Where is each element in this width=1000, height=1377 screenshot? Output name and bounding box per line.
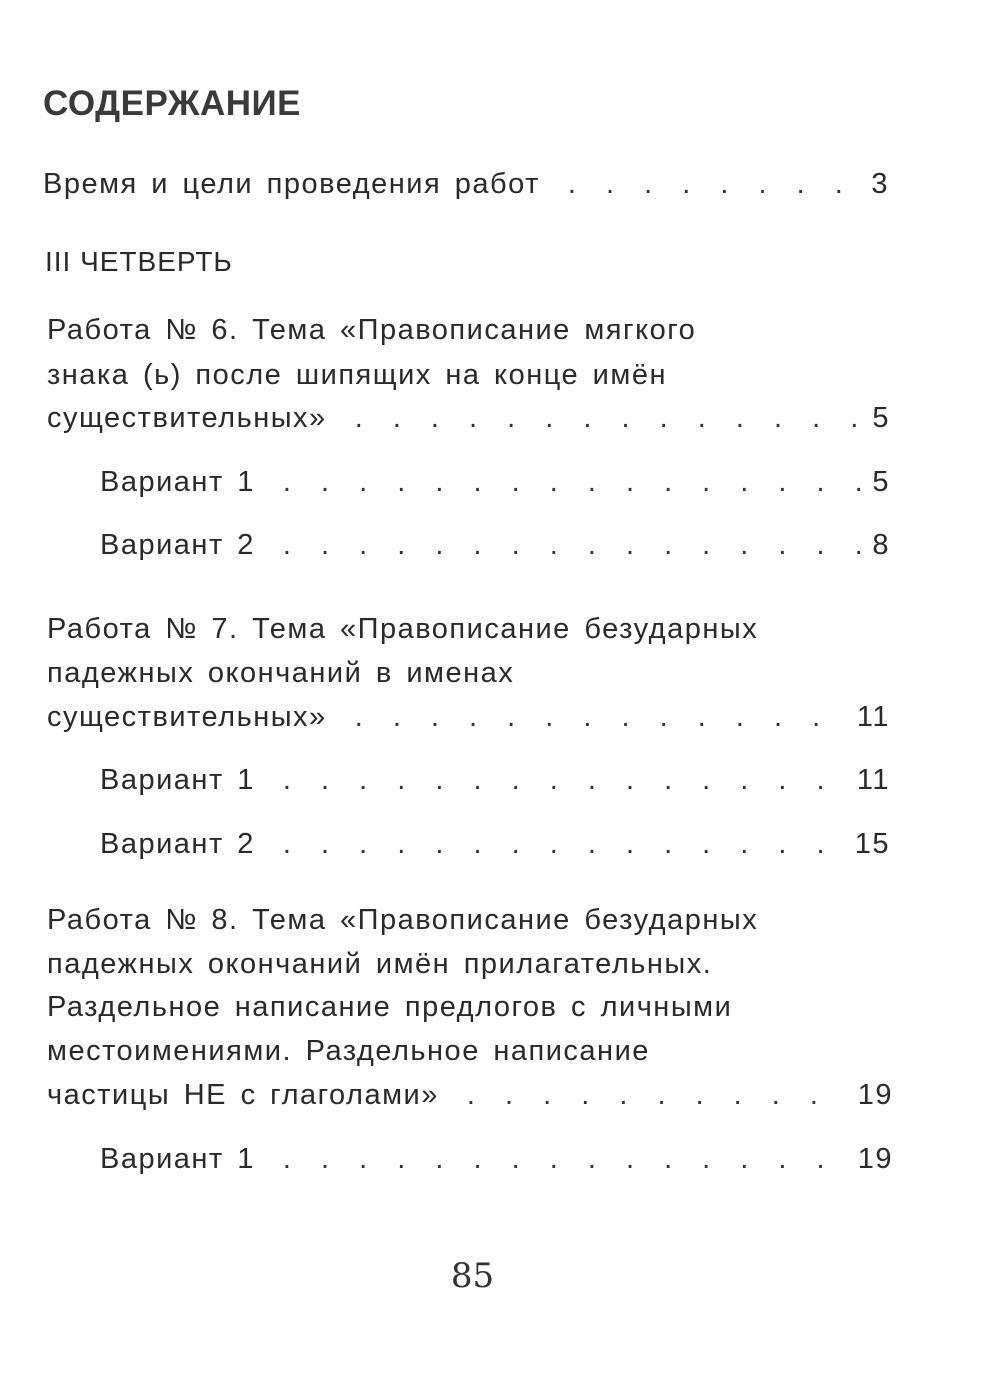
leader-dots <box>355 701 847 734</box>
toc-page-number: 11 <box>856 701 890 733</box>
work-6-title-line-2: знака (ь) после шипящих на конце имён <box>47 359 667 391</box>
leader-dots <box>467 1079 848 1112</box>
toc-entry-label: Вариант 1 <box>100 1143 255 1175</box>
work-6-title-line-1: Работа № 6. Тема «Правописание мягкого <box>47 314 697 346</box>
work-8-title-line-1: Работа № 8. Тема «Правописание безударных <box>47 904 759 936</box>
toc-page-number: 3 <box>871 168 889 200</box>
leader-dots <box>355 402 863 435</box>
toc-entry-label: Вариант 2 <box>100 828 255 860</box>
toc-entry-work-8 <box>47 1079 893 1112</box>
section-heading: III ЧЕТВЕРТЬ <box>45 246 233 277</box>
toc-entry-label: Вариант 1 <box>100 764 255 796</box>
work-7-title-line-1: Работа № 7. Тема «Правописание безударных <box>47 613 759 645</box>
work-7-title-line-2: падежных окончаний в именах <box>47 657 515 689</box>
toc-entry-label: Вариант 1 <box>100 466 255 498</box>
toc-entry-intro <box>43 168 889 201</box>
toc-page-number: 15 <box>854 828 890 860</box>
leader-dots <box>283 529 862 562</box>
toc-entry-label: Вариант 2 <box>100 529 255 561</box>
toc-entry-label: существительных» <box>47 701 327 733</box>
leader-dots <box>283 1143 848 1176</box>
leader-dots <box>568 168 861 201</box>
toc-page-number: 5 <box>872 402 890 434</box>
toc-entry-work-7 <box>47 701 890 734</box>
toc-entry-work-6-variant-1 <box>100 466 890 499</box>
toc-page-number: 19 <box>857 1143 893 1175</box>
work-8-title-line-2: падежных окончаний имён прилагательных. <box>47 948 713 980</box>
toc-entry-label: частицы НЕ с глаголами» <box>47 1079 439 1111</box>
toc-page-number: 5 <box>872 466 890 498</box>
page-number: 85 <box>450 1256 495 1296</box>
toc-page-number: 8 <box>872 529 890 561</box>
toc-entry-work-7-variant-1 <box>100 764 890 797</box>
work-8-title-line-3: Раздельное написание предлогов с личными <box>47 991 733 1023</box>
leader-dots <box>283 764 847 797</box>
leader-dots <box>283 466 862 499</box>
toc-entry-label: Время и цели проведения работ <box>43 168 540 200</box>
toc-page-number: 19 <box>857 1079 893 1111</box>
toc-entry-work-8-variant-1 <box>100 1143 893 1176</box>
toc-entry-work-7-variant-2 <box>100 828 890 861</box>
leader-dots <box>283 828 845 861</box>
page-title: СОДЕРЖАНИЕ <box>43 84 302 123</box>
toc-entry-label: существительных» <box>47 402 327 434</box>
toc-page-number: 11 <box>856 764 890 796</box>
toc-entry-work-6-variant-2 <box>100 529 890 562</box>
work-8-title-line-4: местоимениями. Раздельное написание <box>47 1035 650 1067</box>
toc-entry-work-6 <box>47 402 890 435</box>
